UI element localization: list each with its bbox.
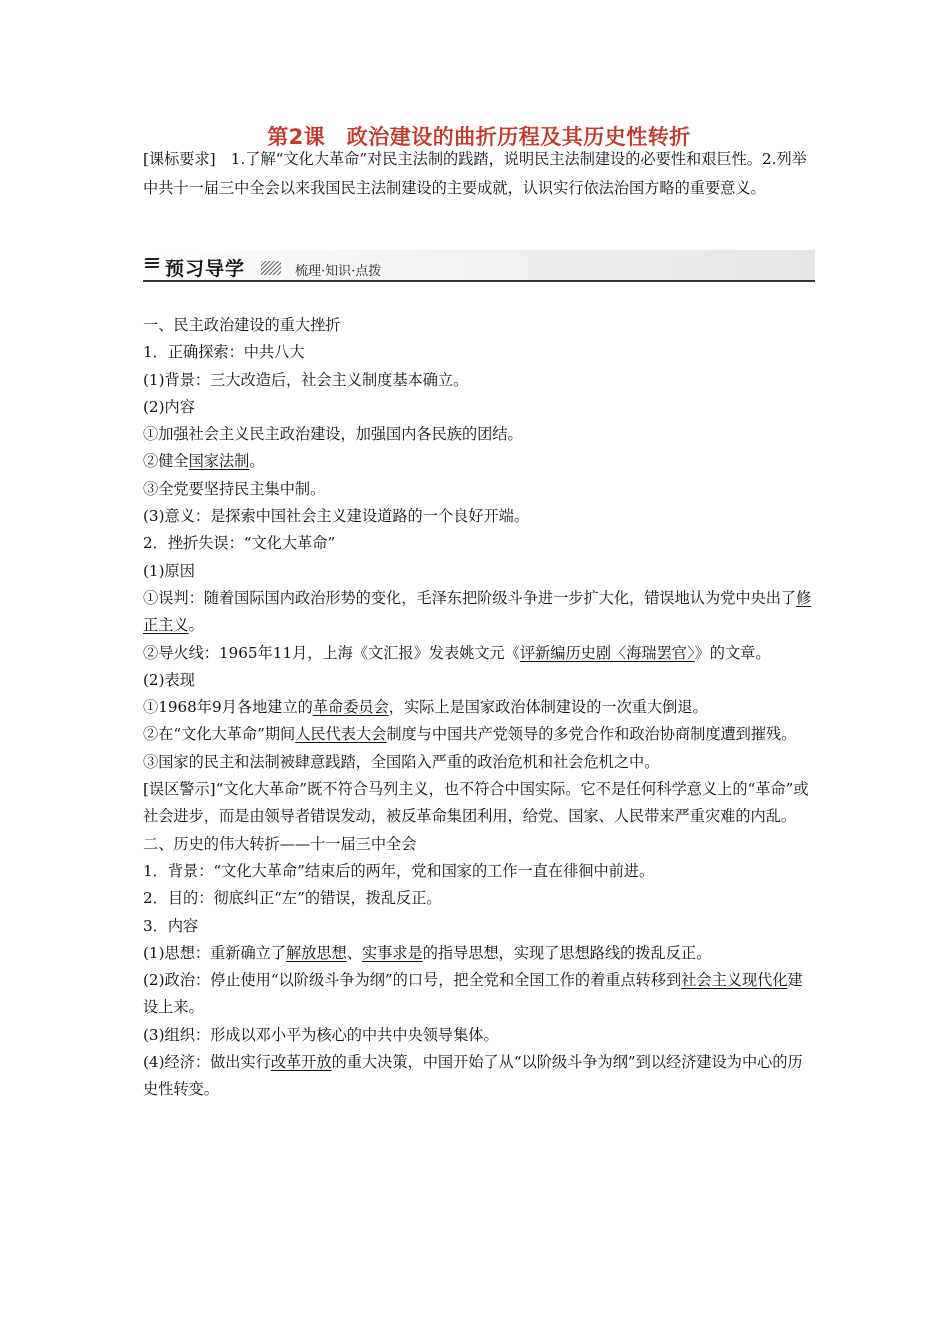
line-text: (4)经济：做出实行: [143, 1053, 271, 1072]
lesson-title: 第2课 政治建设的曲折历程及其历史性转折: [267, 125, 691, 149]
stripes-icon: [145, 258, 159, 274]
content-line: [143, 339, 815, 366]
content-line: [143, 640, 815, 667]
line-text: ②健全: [143, 452, 189, 471]
banner-rule: [143, 280, 815, 282]
line-text: (1)原因: [143, 561, 195, 580]
line-text: (1)思想：重新确立了: [143, 943, 287, 962]
line-text: 2．挫折失误：“文化大革命”: [143, 534, 336, 553]
underlined-term: 社会主义现代化: [681, 971, 788, 990]
content-line: [143, 312, 815, 339]
line-text: 的重大决策，中国开始了从“以阶级斗争为纲”到以经济建设为中心的历史性转变。: [143, 1053, 803, 1099]
line-text: (3)组织：形成以邓小平为核心的中共中央领导集体。: [143, 1025, 499, 1044]
content-line: [143, 530, 815, 557]
content-body: [143, 312, 815, 1104]
line-text: ②导火线：1965年11月，上海《文汇报》发表姚文元《: [143, 643, 520, 662]
line-text: (1)背景：三大改造后，社会主义制度基本确立。: [143, 370, 469, 389]
line-text: ③国家的民主和法制被肆意践踏，全国陷入严重的政治危机和社会危机之中。: [143, 752, 660, 771]
underlined-term: 革命委员会: [312, 698, 389, 717]
line-text: 3．内容: [143, 916, 199, 935]
line-text: (2)政治：停止使用“以阶级斗争为纲”的口号，把全党和全国工作的着重点转移到: [143, 971, 682, 990]
underlined-term: 解放思想: [286, 943, 347, 962]
underlined-term: 评新编历史剧〈海瑞罢官〉: [519, 643, 695, 662]
content-line: [143, 667, 815, 694]
content-line: [143, 885, 815, 912]
content-line: [143, 476, 815, 503]
content-line: [143, 448, 815, 475]
line-text: ③全党要坚持民主集中制。: [143, 479, 326, 498]
content-line: [143, 858, 815, 885]
content-line: [143, 694, 815, 721]
content-line: [143, 558, 815, 585]
content-line: [143, 394, 815, 421]
line-text: 》的文章。: [694, 643, 771, 662]
line-text: ①误判：随着国际国内政治形势的变化，毛泽东把阶级斗争进一步扩大化，错误地认为党中央出了: [143, 588, 797, 607]
underlined-term: 改革开放: [270, 1053, 332, 1072]
content-line: [143, 585, 815, 640]
line-text: 二、历史的伟大转折——十一届三中全会: [143, 834, 417, 853]
line-text: 、: [346, 943, 362, 962]
content-line: [143, 721, 815, 748]
content-line: [143, 367, 815, 394]
content-line: [143, 940, 815, 967]
line-text: ，实际上是国家政治体制建设的一次重大倒退。: [388, 698, 708, 717]
underlined-term: 实事求是: [361, 943, 423, 962]
content-line: [143, 967, 815, 1022]
banner-label: 预习导学: [165, 258, 246, 280]
line-text: 1．正确探索：中共八大: [143, 343, 305, 362]
line-text: (3)意义：是探索中国社会主义建设道路的一个良好开端。: [143, 507, 530, 526]
curriculum-requirement: [课标要求] 1.了解“文化大革命”对民主法制的践踏，说明民主法制建设的必要性和艰巨性。2.列举中共十一届三中全会以来我国民主法制建设的主要成就，认识实行依法治国方略的重要意义。: [143, 150, 807, 197]
hatch-icon: [261, 261, 281, 275]
line-text: ①1968年9月各地建立的: [143, 698, 313, 717]
line-text: 制度与中国共产党领导的多党合作和政治协商制度遭到摧残。: [386, 725, 797, 744]
line-text: (2)内容: [143, 397, 195, 416]
line-text: ②在“文化大革命”期间: [143, 725, 296, 744]
line-text: 1．背景：“文化大革命”结束后的两年，党和国家的工作一直在徘徊中前进。: [143, 861, 655, 880]
content-line: [143, 776, 815, 831]
content-line: [143, 749, 815, 776]
content-line: [143, 831, 815, 858]
underlined-term: 修正主义: [143, 588, 812, 635]
content-line: [143, 1049, 815, 1104]
underlined-term: 国家法制: [188, 452, 250, 471]
line-text: 的指导思想，实现了思想路线的拨乱反正。: [422, 943, 712, 962]
line-text: 建设上来。: [143, 971, 803, 1017]
underlined-term: 人民代表大会: [295, 725, 387, 744]
line-text: (2)表现: [143, 670, 195, 689]
banner-subtitle: 梳理·知识·点拨: [295, 264, 382, 279]
line-text: 。: [188, 616, 204, 635]
content-line: [143, 421, 815, 448]
content-line: [143, 503, 815, 530]
line-text: 一、民主政治建设的重大挫折: [143, 316, 341, 334]
line-text: ①加强社会主义民主政治建设，加强国内各民族的团结。: [143, 425, 523, 444]
section-banner: [143, 250, 815, 282]
line-text: [误区警示]“文化大革命”既不符合马列主义，也不符合中国实际。它不是任何科学意义上的“革命”或社会进步，而是由领导者错误发动，被反革命集团利用，给党、国家、人民带来严重灾难的内乱。: [143, 780, 809, 826]
content-line: [143, 1022, 815, 1049]
line-text: 。: [249, 452, 265, 471]
line-text: 2．目的：彻底纠正“左”的错误，拨乱反正。: [143, 889, 442, 908]
content-line: [143, 913, 815, 940]
